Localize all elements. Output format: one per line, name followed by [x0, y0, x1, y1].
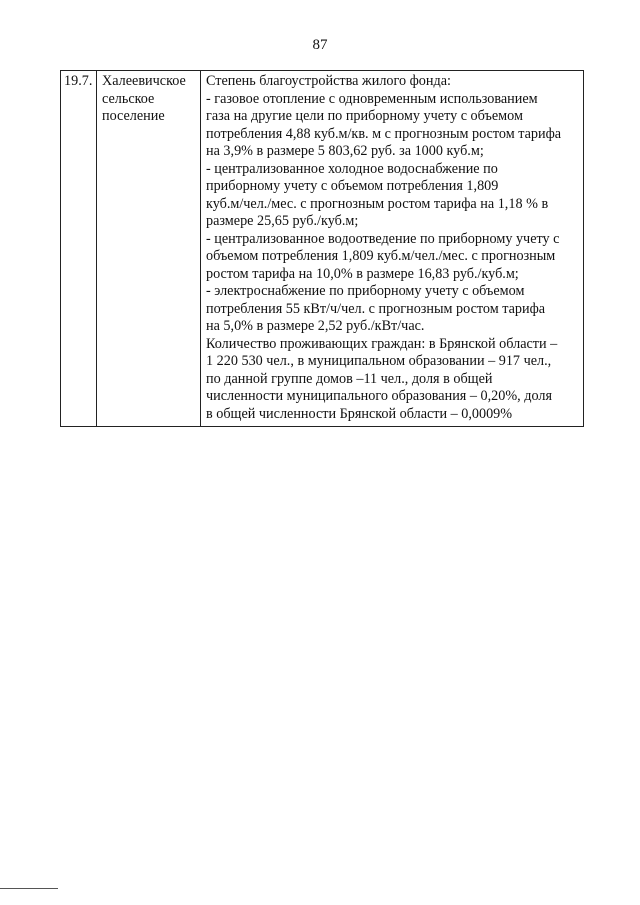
- description-line: по данной группе домов –11 чел., доля в общей: [206, 370, 493, 387]
- settlement-name-line: поселение: [102, 108, 165, 124]
- description-line: потребления 55 кВт/ч/чел. с прогнозным ростом тарифа: [206, 300, 546, 317]
- table-row: [61, 71, 584, 427]
- description-line: потребления 4,88 куб.м/кв. м с прогнозным ростом тарифа: [206, 125, 562, 142]
- description-line: на 5,0% в размере 2,52 руб./кВт/час.: [206, 318, 425, 334]
- description-line: - централизованное холодное водоснабжение по: [206, 160, 498, 177]
- settlement-table: [60, 70, 584, 427]
- description-line: - централизованное водоотведение по приборному учету с: [206, 230, 560, 247]
- row-number-cell: [61, 71, 97, 427]
- footer-divider: [0, 888, 58, 889]
- description-cell: [201, 71, 584, 427]
- description-line: численности муниципального образования – 0,20%, доля: [206, 388, 552, 404]
- description-line: - электроснабжение по приборному учету с объемом: [206, 283, 525, 299]
- description-line: 1 220 530 чел., в муниципальном образовании – 917 чел.,: [206, 353, 552, 369]
- description-line: Степень благоустройства жилого фонда:: [206, 73, 451, 89]
- description-line: Количество проживающих граждан: в Брянской области –: [206, 335, 558, 352]
- description-line: размере 25,65 руб./куб.м;: [206, 213, 359, 229]
- settlement-name-line: сельское: [102, 90, 155, 107]
- page-number: 87: [312, 37, 328, 53]
- description-line: приборному учету с объемом потребления 1,809: [206, 178, 499, 194]
- settlement-name-line: Халеевичское: [102, 73, 186, 89]
- description-line: - газовое отопление с одновременным использованием: [206, 90, 538, 107]
- settlement-name-cell: [97, 71, 201, 427]
- description-line: объемом потребления 1,809 куб.м/чел./мес. с прогнозным: [206, 248, 556, 264]
- description-line: на 3,9% в размере 5 803,62 руб. за 1000 куб.м;: [206, 143, 484, 159]
- description-line: газа на другие цели по приборному учету с объемом: [206, 108, 523, 124]
- description-line: ростом тарифа на 10,0% в размере 16,83 руб./куб.м;: [206, 265, 519, 282]
- row-number: 19.7.: [64, 73, 93, 89]
- description-line: куб.м/чел./мес. с прогнозным ростом тарифа на 1,18 % в: [206, 195, 549, 212]
- description-line: в общей численности Брянской области – 0,0009%: [206, 405, 513, 422]
